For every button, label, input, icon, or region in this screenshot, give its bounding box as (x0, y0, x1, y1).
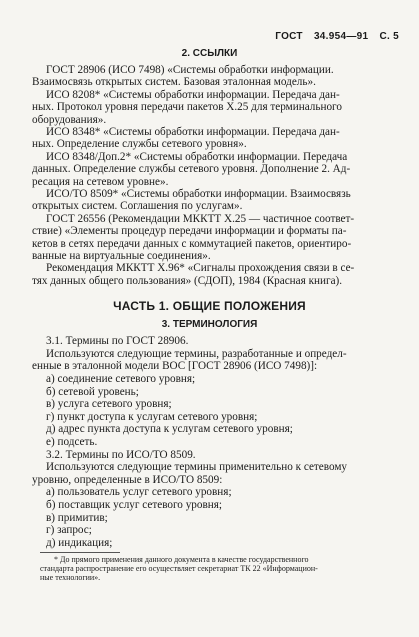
header-page-number: С. 5 (379, 31, 399, 42)
section-heading-terminology: 3. ТЕРМИНОЛОГИЯ (161, 319, 258, 331)
ref-line: ствие) «Элементы процедур передачи информации и форматы па- (32, 225, 347, 238)
ref-line: ИСО 8348/Доп.2* «Системы обработки информации. Передача (46, 150, 348, 163)
ref-line: тях данных общего пользования» (СДОП), 1984 (Красная книга). (32, 274, 343, 287)
term-line: 3.2. Термины по ИСО/ТО 8509. (46, 448, 196, 461)
ref-line: оборудования». (32, 113, 107, 126)
ref-line: ных. Протокол уровня передачи пакетов Х.25 для терминального (32, 101, 342, 114)
section-heading-references: 2. ССЫЛКИ (181, 48, 238, 59)
ref-line: кетов в сетях передачи данных с коммутацией пакетов, ориентиро- (32, 237, 352, 250)
term-line: 3.1. Термины по ГОСТ 28906. (46, 335, 189, 348)
ref-line: ИСО 8348* «Системы обработки информации. Передача дан- (46, 126, 340, 138)
term-line: г) пункт доступа к услугам сетевого уровня; (46, 410, 258, 423)
term-line: г) запрос; (46, 524, 92, 537)
footnote-line: стандарта распространение его осуществляет секретариат ТК 22 «Информацион- (40, 564, 318, 574)
term-line: б) сетевой уровень; (46, 385, 139, 398)
ref-line: ИСО/ТО 8509* «Системы обработки информации. Взаимосвязь (46, 188, 351, 200)
term-line: е) подсеть. (46, 436, 98, 448)
footnote-line: * До прямого применения данного документа в качестве государственного (54, 555, 309, 565)
ref-line: ГОСТ 28906 (ИСО 7498) «Системы обработки информации. (46, 64, 334, 76)
term-line: уровню, определенные в ИСО/ТО 8509: (32, 473, 223, 486)
term-line: д) адрес пункта доступа к услугам сетевого уровня; (46, 423, 293, 436)
term-line: в) услуга сетевого уровня; (46, 398, 172, 411)
header-standard: ГОСТ (275, 31, 303, 42)
term-line: Используются следующие термины применительно к сетевому (46, 461, 348, 474)
term-line: б) поставщик услуг сетевого уровня; (46, 499, 222, 511)
ref-line: ванные на виртуальные соединения». (32, 250, 211, 262)
term-line: а) пользователь услуг сетевого уровня; (46, 486, 232, 499)
header-number: 34.954—91 (313, 31, 369, 42)
ref-line: данных. Определение службы сетевого уровня. Дополнение 2. Ад- (32, 163, 351, 176)
ref-line: открытых систем. Соглашения по услугам». (32, 200, 243, 213)
term-line: Используются следующие термины, разработанные и определ- (46, 347, 347, 360)
term-line: а) соединение сетевого уровня; (46, 373, 196, 385)
ref-line: ГОСТ 26556 (Рекомендации МККТТ Х.25 — частичное соответ- (46, 212, 355, 225)
ref-line: Рекомендация МККТТ Х.96* «Сигналы прохождения связи в се- (46, 262, 355, 275)
term-line: д) индикация; (46, 536, 113, 549)
footnote-separator (40, 552, 120, 553)
term-line: енные в эталонной модели ВОС [ГОСТ 28906 (ИСО 7498)]: (32, 360, 318, 373)
ref-line: ных. Определение службы сетевого уровня». (32, 138, 247, 151)
page-header (267, 31, 399, 42)
part-heading: ЧАСТЬ 1. ОБЩИЕ ПОЛОЖЕНИЯ (113, 299, 306, 314)
ref-line: ресация на сетевом уровне». (32, 175, 169, 188)
ref-line: ИСО 8208* «Системы обработки информации. Передача дан- (46, 88, 340, 101)
ref-line: Взаимосвязь открытых систем. Базовая эталонная модель». (32, 76, 316, 89)
term-line: в) примитив; (46, 511, 108, 524)
footnote-line: ные технологии». (40, 573, 101, 583)
